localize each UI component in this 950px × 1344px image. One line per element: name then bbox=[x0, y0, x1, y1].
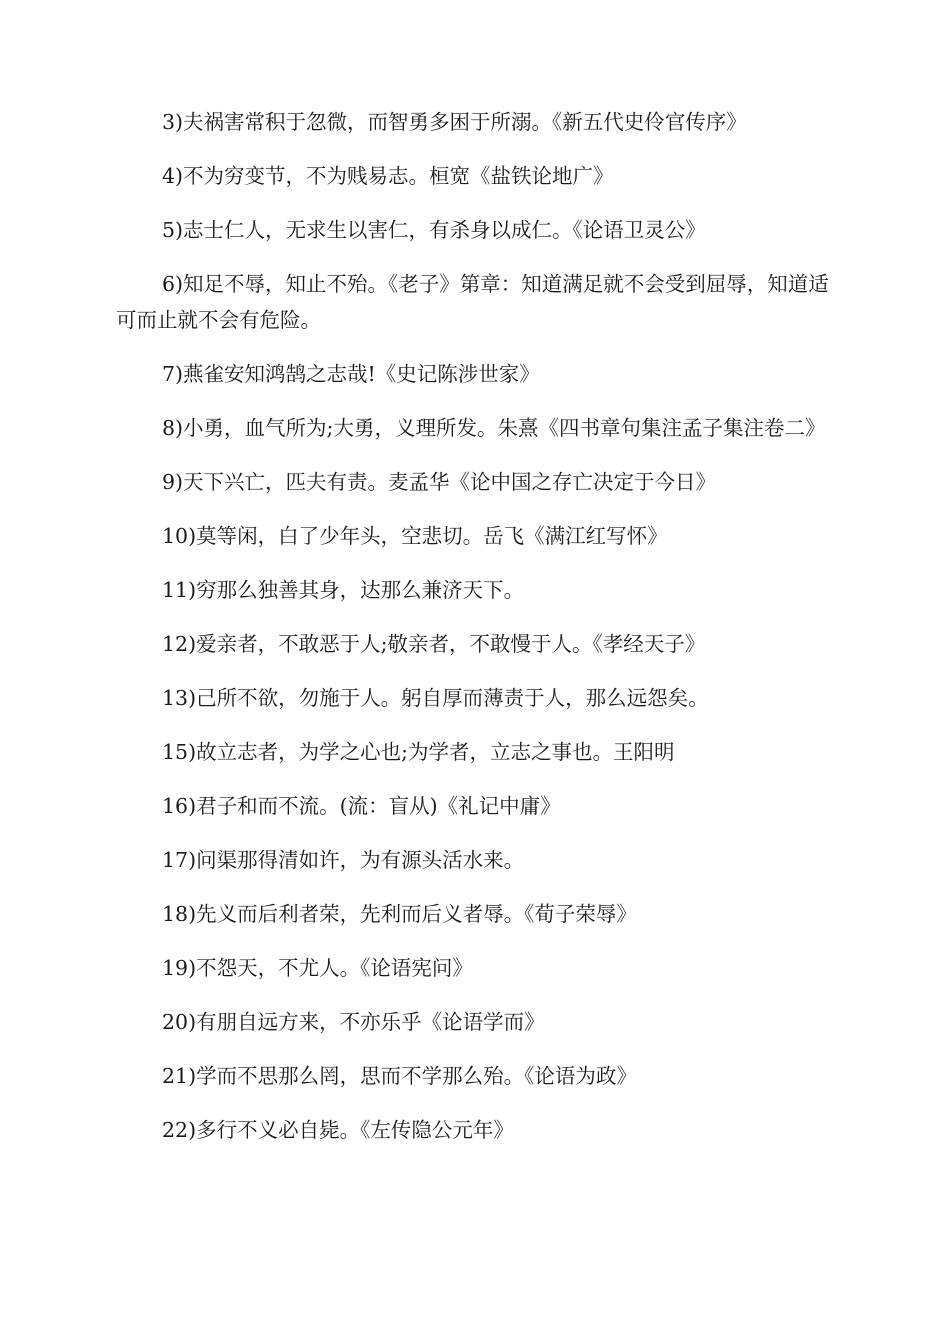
document-body bbox=[116, 104, 836, 1166]
quote-line: 11)穷那么独善其身，达那么兼济天下。 bbox=[162, 578, 525, 602]
quote-line: 10)莫等闲，白了少年头，空悲切。岳飞《满江红写怀》 bbox=[162, 524, 668, 548]
quote-line: 21)学而不思那么罔，思而不学那么殆。《论语为政》 bbox=[162, 1064, 637, 1088]
quote-line: 6)知足不辱，知止不殆。《老子》第章：知道满足就不会受到屈辱，知道适可而止就不会有危险。 bbox=[116, 272, 829, 332]
quote-line: 15)故立志者，为学之心也;为学者，立志之事也。王阳明 bbox=[162, 740, 675, 764]
quote-line: 22)多行不义必自毙。《左传隐公元年》 bbox=[162, 1118, 514, 1142]
quote-line: 19)不怨天，不尤人。《论语宪问》 bbox=[162, 956, 473, 980]
quote-line: 4)不为穷变节，不为贱易志。桓宽《盐铁论地广》 bbox=[162, 164, 614, 188]
quote-line: 3)夫祸害常积于忽微，而智勇多困于所溺。《新五代史伶官传序》 bbox=[162, 110, 747, 134]
quote-line: 16)君子和而不流。(流：盲从)《礼记中庸》 bbox=[162, 794, 561, 818]
quote-line: 8)小勇，血气所为;大勇，义理所发。朱熹《四书章句集注孟子集注卷二》 bbox=[162, 416, 826, 440]
quote-line: 7)燕雀安知鸿鹄之志哉!《史记陈涉世家》 bbox=[162, 362, 540, 386]
quote-line: 20)有朋自远方来，不亦乐乎《论语学而》 bbox=[162, 1010, 545, 1034]
quote-line: 17)问渠那得清如许，为有源头活水来。 bbox=[162, 848, 525, 872]
quote-line: 5)志士仁人，无求生以害仁，有杀身以成仁。《论语卫灵公》 bbox=[162, 218, 706, 242]
quote-line: 13)己所不欲，勿施于人。躬自厚而薄责于人，那么远怨矣。 bbox=[162, 686, 709, 710]
quote-line: 12)爱亲者，不敢恶于人;敬亲者，不敢慢于人。《孝经天子》 bbox=[162, 632, 706, 656]
quote-line: 9)天下兴亡，匹夫有责。麦孟华《论中国之存亡决定于今日》 bbox=[162, 470, 717, 494]
quote-line: 18)先义而后利者荣，先利而后义者辱。《荀子荣辱》 bbox=[162, 902, 637, 926]
